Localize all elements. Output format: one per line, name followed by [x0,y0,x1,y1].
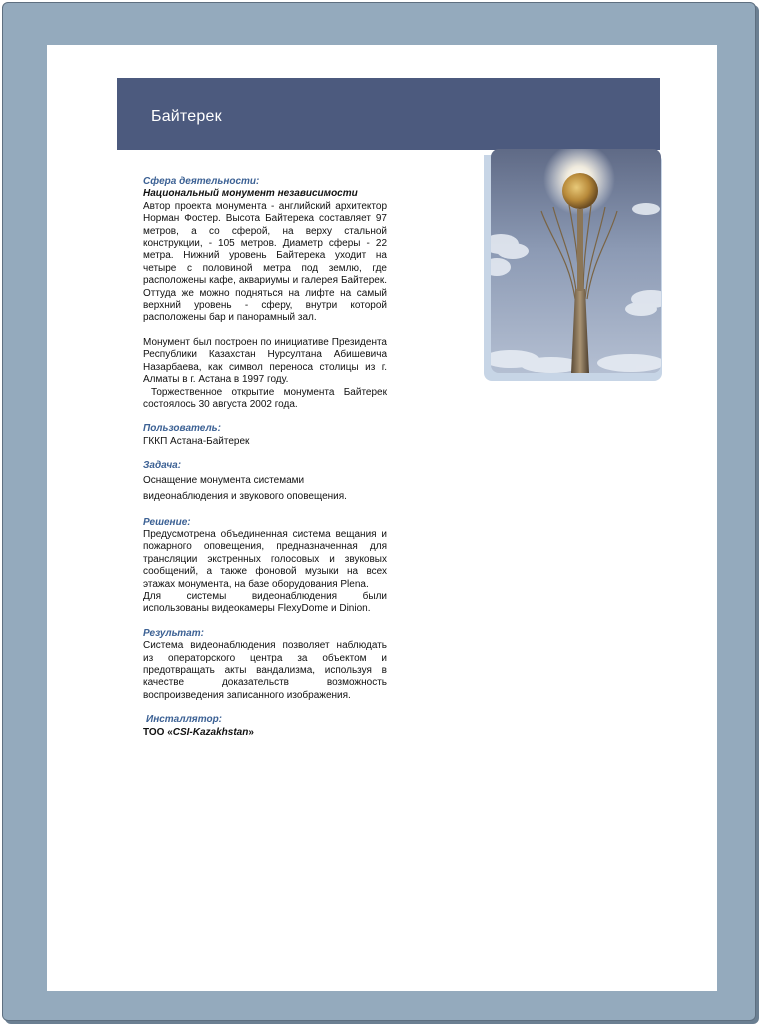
result-paragraph: Система видеонаблюдения позволяет наблюдать из операторского центра за объектом и предотвращать акты вандализма, используя в качестве доказательств возможность воспроизведения записанного изображения. [143,640,387,701]
result-heading: Результат: [143,627,204,639]
description-paragraph-3: Торжественное открытие монумента Байтерек состоялось 30 августа 2002 года. [143,386,387,410]
user-heading: Пользователь: [143,423,221,435]
installer-name-line [143,727,387,739]
user-text: ГККП Астана-Байтерек [143,435,250,447]
solution-heading: Решение: [143,516,191,528]
baiterek-tower-image [491,149,661,373]
baiterek-photo [491,149,661,373]
task-text-line-1: Оснащение монумента системами [143,474,305,486]
description-paragraph-1: Автор проекта монумента - английский архитектор Норман Фостер. Высота Байтерека составляет 97 метров, а со сферой, на верху стальной конструкции, - 105 метров. Диаметр сферы - 22 метра. Нижний уровень Байтерека уходит на четыре с половиной метра под землю, где расположены кафе, аквариумы и галерея Байтерек. Оттуда же можно подняться на лифте на самый верхний уровень - сферу, внутри которой расположены бар и панорамный зал. [143,200,387,324]
page-frame [2,2,756,1021]
installer-heading: Инсталлятор: [146,714,223,726]
document-page [47,45,717,991]
content-column [143,176,387,739]
task-text-line-2: видеонаблюдения и звукового оповещения. [143,490,347,502]
activity-heading: Сфера деятельности: [143,176,260,187]
solution-paragraph-2: Для системы видеонаблюдения были использованы видеокамеры FlexyDome и Dinion. [143,590,387,615]
task-heading: Задача: [143,460,182,472]
activity-subtitle: Национальный монумент независимости [143,188,358,200]
description-paragraph-2: Монумент был построен по инициативе Президента Республики Казахстан Нурсултана Абишевича Назарбаева, как символ переноса столицы из г. Алматы в г. Астана в 1997 году. [143,336,387,386]
installer-prefix: ТОО « [143,726,173,738]
solution-paragraph-1: Предусмотрена объединенная система вещания и пожарного оповещения, предназначенная для трансляции экстренных голосовых и звуковых сообщений, а также фоновой музыки на всех этажах монумента, на базе оборудования Plena. [143,528,387,590]
installer-company: CSI-Kazakhstan [172,726,249,738]
installer-suffix: » [248,726,254,738]
page-title: Байтерек [151,108,222,125]
header-band [117,78,660,150]
